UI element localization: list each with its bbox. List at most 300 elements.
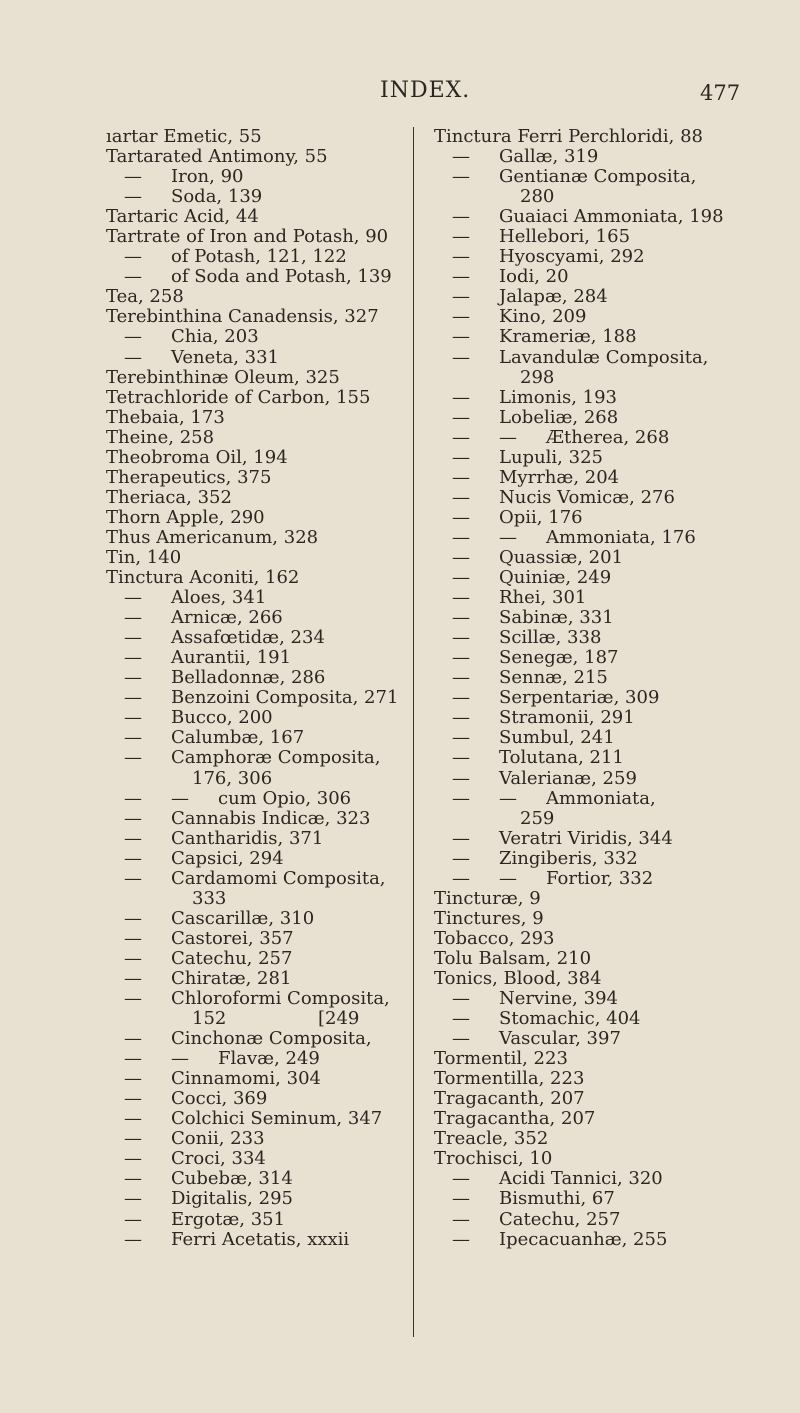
entry-continuation: 298 [520, 366, 555, 388]
entry-text: Zingiberis, 332 [499, 847, 638, 869]
entry-text: Stramonii, 291 [499, 707, 635, 729]
ditto-dash: — [452, 466, 470, 488]
entry-text: of Potash, 121, 122 [171, 246, 347, 268]
index-entry [106, 809, 392, 829]
index-entry [434, 127, 734, 147]
index-entry [106, 608, 392, 628]
entry-text: Cinchonæ Composita, [171, 1028, 372, 1050]
index-entry [106, 508, 392, 528]
index-entry [434, 428, 734, 448]
entry-text: Stomachic, 404 [499, 1008, 641, 1030]
entry-text: ıartar Emetic, 55 [106, 126, 262, 147]
index-entry [106, 1009, 392, 1029]
entry-text: Bismuthi, 67 [499, 1188, 615, 1210]
ditto-dash: — [452, 246, 470, 268]
entry-text: Tolutana, 211 [499, 747, 624, 769]
ditto-dash: — [452, 386, 470, 408]
index-column-right [434, 127, 734, 1250]
entry-text: Cocci, 369 [171, 1088, 268, 1110]
index-entry [106, 1189, 392, 1209]
ditto-dash: — [124, 847, 142, 869]
index-entry [434, 247, 734, 267]
ditto-dash: — [124, 967, 142, 989]
entry-text: Iron, 90 [171, 166, 244, 188]
index-entry [106, 1089, 392, 1109]
index-entry [434, 1089, 734, 1109]
entry-text: Acidi Tannici, 320 [499, 1168, 663, 1190]
ditto-dash: — [124, 1068, 142, 1090]
entry-text: Theobroma Oil, 194 [106, 446, 288, 468]
index-entry [434, 488, 734, 508]
entry-text: Theine, 258 [106, 426, 215, 448]
index-entry [434, 267, 734, 287]
ditto-dash: — [452, 426, 470, 448]
index-entry [434, 789, 734, 809]
index-entry [434, 869, 734, 889]
entry-text: Cardamomi Composita, [171, 867, 386, 889]
index-entry [434, 708, 734, 728]
index-entry [106, 949, 392, 969]
entry-continuation: 333 [192, 887, 227, 909]
ditto-dash: — [124, 927, 142, 949]
ditto-dash: — [452, 486, 470, 508]
ditto-dash: — [452, 446, 470, 468]
entry-text: Tartaric Acid, 44 [106, 206, 259, 228]
entry-text: Theriaca, 352 [106, 486, 232, 508]
page-header [0, 78, 800, 112]
ditto-dash: — [452, 286, 470, 308]
entry-text: Trochisci, 10 [434, 1148, 553, 1170]
index-entry [106, 568, 392, 588]
entry-text: Veneta, 331 [171, 346, 280, 368]
index-entry [106, 869, 392, 889]
index-entry [106, 548, 392, 568]
ditto-dash: — [499, 787, 517, 809]
ditto-dash: — [452, 627, 470, 649]
index-entry [106, 628, 392, 648]
index-entry [434, 187, 734, 207]
entry-text: Myrrhæ, 204 [499, 466, 620, 488]
ditto-dash: — [452, 326, 470, 348]
ditto-dash: — [124, 1128, 142, 1150]
index-entry [434, 929, 734, 949]
ditto-dash: — [124, 647, 142, 669]
ditto-dash: — [124, 246, 142, 268]
index-entry [434, 348, 734, 368]
ditto-dash: — [124, 346, 142, 368]
index-entry [434, 849, 734, 869]
ditto-dash: — [124, 607, 142, 629]
entry-text: Iodi, 20 [499, 266, 569, 288]
entry-text: Tinctures, 9 [434, 907, 544, 929]
entry-text: Arnicæ, 266 [171, 607, 283, 629]
index-column-left [106, 126, 399, 1250]
index-entry [106, 1129, 392, 1149]
ditto-dash: — [124, 747, 142, 769]
ditto-dash: — [124, 807, 142, 829]
entry-text: Ætherea, 268 [546, 426, 670, 448]
entry-text: of Soda and Potash, 139 [171, 266, 392, 288]
ditto-dash: — [452, 647, 470, 669]
ditto-dash: — [452, 1168, 470, 1190]
ditto-dash: — [452, 867, 470, 889]
index-entry [434, 227, 734, 247]
index-entry [106, 348, 392, 368]
ditto-dash: — [124, 587, 142, 609]
entry-text: Quiniæ, 249 [499, 567, 612, 589]
index-entry [106, 687, 399, 709]
index-entry [434, 588, 734, 608]
ditto-dash: — [124, 326, 142, 348]
entry-text: Chia, 203 [171, 326, 259, 348]
ditto-dash: — [171, 1048, 189, 1070]
index-entry [106, 929, 392, 949]
entry-text: Conii, 233 [171, 1128, 265, 1150]
index-entry [434, 508, 734, 528]
index-entry [434, 388, 734, 408]
ditto-dash: — [452, 988, 470, 1010]
index-entry [434, 167, 734, 187]
entry-text: Castorei, 357 [171, 927, 294, 949]
entry-continuation: 176, 306 [192, 767, 273, 789]
entry-text: Ipecacuanhæ, 255 [499, 1228, 668, 1250]
ditto-dash: — [452, 506, 470, 528]
ditto-dash: — [124, 907, 142, 929]
entry-text: Cannabis Indicæ, 323 [171, 807, 371, 829]
entry-text: Croci, 334 [171, 1148, 266, 1170]
ditto-dash: — [124, 988, 142, 1010]
entry-text: Kino, 209 [499, 306, 587, 328]
entry-text: Tincturæ, 9 [434, 887, 541, 909]
entry-text: Benzoini Composita, 271 [171, 687, 399, 709]
entry-text: Belladonnæ, 286 [171, 667, 326, 689]
entry-text: Ferri Acetatis, xxxii [171, 1228, 350, 1250]
index-entry [434, 368, 734, 388]
index-entry [106, 989, 392, 1009]
entry-text: Assafœtidæ, 234 [171, 627, 325, 649]
ditto-dash: — [452, 747, 470, 769]
entry-text: Tormentil, 223 [434, 1048, 568, 1070]
entry-text: Terebinthinæ Oleum, 325 [106, 366, 340, 388]
entry-text: Guaiaci Ammoniata, 198 [499, 206, 724, 228]
index-entry [434, 1109, 734, 1129]
index-entry [434, 909, 734, 929]
ditto-dash: — [124, 687, 142, 709]
entry-text: Sennæ, 215 [499, 667, 608, 689]
entry-text: Tormentilla, 223 [434, 1068, 585, 1090]
ditto-dash: — [452, 1008, 470, 1030]
ditto-dash: — [124, 1208, 142, 1230]
ditto-dash: — [452, 607, 470, 629]
index-entry [106, 1069, 392, 1089]
entry-text: Terebinthina Canadensis, 327 [106, 306, 379, 328]
entry-text: Gentianæ Composita, [499, 166, 697, 188]
ditto-dash: — [452, 707, 470, 729]
index-entry [106, 889, 392, 909]
index-entry [106, 528, 392, 548]
index-entry [434, 889, 734, 909]
index-entry [434, 989, 734, 1009]
entry-text: Lavandulæ Composita, [499, 346, 709, 368]
entry-text: Tea, 258 [106, 286, 184, 308]
entry-text: Tragacantha, 207 [434, 1108, 596, 1130]
index-entry [434, 728, 734, 748]
entry-continuation: 280 [520, 186, 555, 208]
index-entry [434, 949, 734, 969]
ditto-dash: — [124, 186, 142, 208]
index-entry [106, 789, 392, 809]
entry-text: Tolu Balsam, 210 [434, 947, 592, 969]
entry-text: Bucco, 200 [171, 707, 273, 729]
entry-text: Lupuli, 325 [499, 446, 603, 468]
entry-text: Sumbul, 241 [499, 727, 615, 749]
index-entry [106, 1169, 392, 1189]
ditto-dash: — [452, 1208, 470, 1230]
ditto-dash: — [124, 166, 142, 188]
ditto-dash: — [124, 1188, 142, 1210]
index-entry [106, 307, 392, 327]
entry-text: Calumbæ, 167 [171, 727, 305, 749]
entry-carryover: [249 [318, 1008, 360, 1030]
ditto-dash: — [452, 767, 470, 789]
entry-text: Camphoræ Composita, [171, 747, 381, 769]
entry-text: Ammoniata, [546, 787, 656, 809]
entry-text: Tetrachloride of Carbon, 155 [106, 386, 371, 408]
ditto-dash: — [452, 406, 470, 428]
entry-text: Lobeliæ, 268 [499, 406, 619, 428]
index-entry [434, 1210, 734, 1230]
entry-continuation: 152 [192, 1008, 227, 1030]
ditto-dash: — [124, 1048, 142, 1070]
ditto-dash: — [124, 627, 142, 649]
index-entry [106, 187, 392, 207]
entry-text: Ergotæ, 351 [171, 1208, 286, 1230]
entry-text: Tartarated Antimony, 55 [106, 146, 328, 168]
ditto-dash: — [124, 1088, 142, 1110]
entry-text: Thus Americanum, 328 [106, 526, 319, 548]
entry-text: Tonics, Blood, 384 [434, 967, 602, 989]
index-entry [434, 1049, 734, 1069]
entry-text: Gallæ, 319 [499, 146, 599, 168]
entry-text: Sabinæ, 331 [499, 607, 614, 629]
ditto-dash: — [452, 847, 470, 869]
page-number: 477 [700, 81, 741, 105]
entry-text: Cantharidis, 371 [171, 827, 324, 849]
ditto-dash: — [124, 1028, 142, 1050]
entry-text: Aloes, 341 [171, 587, 267, 609]
entry-text: Chiratæ, 281 [171, 967, 292, 989]
entry-text: Capsici, 294 [171, 847, 284, 869]
index-entry [434, 1169, 734, 1189]
ditto-dash: — [452, 587, 470, 609]
ditto-dash: — [124, 1228, 142, 1250]
ditto-dash: — [452, 146, 470, 168]
index-entry [434, 1230, 734, 1250]
index-entry [106, 1149, 392, 1169]
entry-text: Ammoniata, 176 [546, 526, 696, 548]
entry-text: Tin, 140 [106, 546, 182, 568]
page-title: INDEX. [380, 78, 471, 103]
entry-text: Opii, 176 [499, 506, 583, 528]
ditto-dash: — [452, 567, 470, 589]
entry-text: Nervine, 394 [499, 988, 618, 1010]
ditto-dash: — [452, 226, 470, 248]
index-entry [434, 769, 734, 789]
index-entry [106, 287, 392, 307]
ditto-dash: — [452, 346, 470, 368]
entry-text: Rhei, 301 [499, 587, 587, 609]
index-entry [106, 969, 392, 989]
ditto-dash: — [124, 266, 142, 288]
entry-text: Valerianæ, 259 [499, 767, 637, 789]
entry-text: cum Opio, 306 [218, 787, 352, 809]
ditto-dash: — [124, 1108, 142, 1130]
index-entry [106, 728, 392, 748]
ditto-dash: — [452, 667, 470, 689]
index-entry [434, 969, 734, 989]
entry-text: Soda, 139 [171, 186, 263, 208]
ditto-dash: — [124, 1168, 142, 1190]
index-entry [106, 388, 392, 408]
entry-text: Catechu, 257 [171, 947, 293, 969]
entry-text: Flavæ, 249 [218, 1048, 320, 1070]
index-entry [434, 548, 734, 568]
ditto-dash: — [499, 867, 517, 889]
index-entry [434, 568, 734, 588]
ditto-dash: — [452, 787, 470, 809]
index-entry [106, 468, 392, 488]
index-entry [106, 588, 392, 608]
index-entry [434, 829, 734, 849]
index-entry [434, 327, 734, 347]
index-entry [106, 748, 392, 768]
entry-text: Digitalis, 295 [171, 1188, 293, 1210]
entry-text: Quassiæ, 201 [499, 546, 624, 568]
index-entry [434, 528, 734, 548]
entry-text: Serpentariæ, 309 [499, 687, 660, 709]
index-entry [106, 1029, 392, 1049]
entry-text: Aurantii, 191 [171, 647, 292, 669]
index-entry [106, 1230, 392, 1250]
index-entry [106, 227, 392, 247]
index-entry [434, 307, 734, 327]
entry-text: Tartrate of Iron and Potash, 90 [106, 226, 389, 248]
entry-text: Thorn Apple, 290 [106, 506, 265, 528]
column-divider [413, 127, 414, 1337]
index-entry [434, 287, 734, 307]
entry-text: Therapeutics, 375 [106, 466, 272, 488]
index-entry [106, 368, 392, 388]
ditto-dash: — [452, 687, 470, 709]
ditto-dash: — [452, 727, 470, 749]
index-entry [434, 1009, 734, 1029]
index-entry [434, 448, 734, 468]
entry-text: Cascarillæ, 310 [171, 907, 315, 929]
index-entry [434, 809, 734, 829]
entry-text: Thebaia, 173 [106, 406, 225, 428]
entry-text: Catechu, 257 [499, 1208, 621, 1230]
index-entry [106, 488, 392, 508]
entry-text: Tobacco, 293 [434, 927, 555, 949]
entry-continuation: 259 [520, 807, 555, 829]
ditto-dash: — [124, 787, 142, 809]
ditto-dash: — [452, 827, 470, 849]
index-entry [434, 1029, 734, 1049]
ditto-dash: — [452, 546, 470, 568]
index-entry [106, 829, 392, 849]
ditto-dash: — [171, 787, 189, 809]
index-entry [106, 769, 392, 789]
entry-text: Chloroformi Composita, [171, 988, 390, 1010]
index-entry [106, 849, 392, 869]
index-entry [434, 468, 734, 488]
entry-text: Treacle, 352 [434, 1128, 549, 1150]
entry-text: Jalapæ, 284 [499, 286, 608, 308]
ditto-dash: — [124, 827, 142, 849]
entry-text: Krameriæ, 188 [499, 326, 637, 348]
index-entry [106, 708, 392, 728]
index-entry [106, 127, 392, 147]
entry-text: Cinnamomi, 304 [171, 1068, 321, 1090]
ditto-dash: — [452, 1228, 470, 1250]
index-entry [106, 448, 392, 468]
entry-text: Tragacanth, 207 [434, 1088, 585, 1110]
index-entry [106, 1109, 392, 1129]
ditto-dash: — [452, 306, 470, 328]
ditto-dash: — [124, 707, 142, 729]
index-entry [434, 608, 734, 628]
index-entry [434, 1129, 734, 1149]
ditto-dash: — [124, 1148, 142, 1170]
index-entry [106, 668, 392, 688]
index-entry [434, 628, 734, 648]
ditto-dash: — [499, 526, 517, 548]
entry-text: Tinctura Aconiti, 162 [106, 567, 300, 589]
index-entry [434, 668, 734, 688]
ditto-dash: — [452, 1028, 470, 1050]
ditto-dash: — [452, 206, 470, 228]
index-entry [434, 1189, 734, 1209]
index-entry [106, 247, 392, 267]
ditto-dash: — [124, 727, 142, 749]
index-entry [106, 428, 392, 448]
ditto-dash: — [452, 166, 470, 188]
index-entry [106, 1210, 392, 1230]
index-entry [106, 909, 392, 929]
index-entry [106, 167, 392, 187]
index-entry [434, 688, 734, 708]
entry-text: Colchici Seminum, 347 [171, 1108, 383, 1130]
ditto-dash: — [124, 947, 142, 969]
index-entry [434, 648, 734, 668]
entry-text: Hellebori, 165 [499, 226, 631, 248]
index-entry [106, 1049, 392, 1069]
index-entry [106, 207, 392, 227]
entry-text: Cubebæ, 314 [171, 1168, 293, 1190]
entry-text: Hyoscyami, 292 [499, 246, 645, 268]
index-entry [434, 748, 734, 768]
index-entry [434, 408, 734, 428]
index-entry [106, 267, 392, 287]
index-entry [106, 648, 392, 668]
index-entry [106, 147, 392, 167]
entry-text: Scillæ, 338 [499, 627, 602, 649]
ditto-dash: — [452, 266, 470, 288]
index-entry [106, 408, 392, 428]
index-entry [434, 1069, 734, 1089]
entry-text: Tinctura Ferri Perchloridi, 88 [434, 126, 703, 147]
entry-text: Limonis, 193 [499, 386, 618, 408]
